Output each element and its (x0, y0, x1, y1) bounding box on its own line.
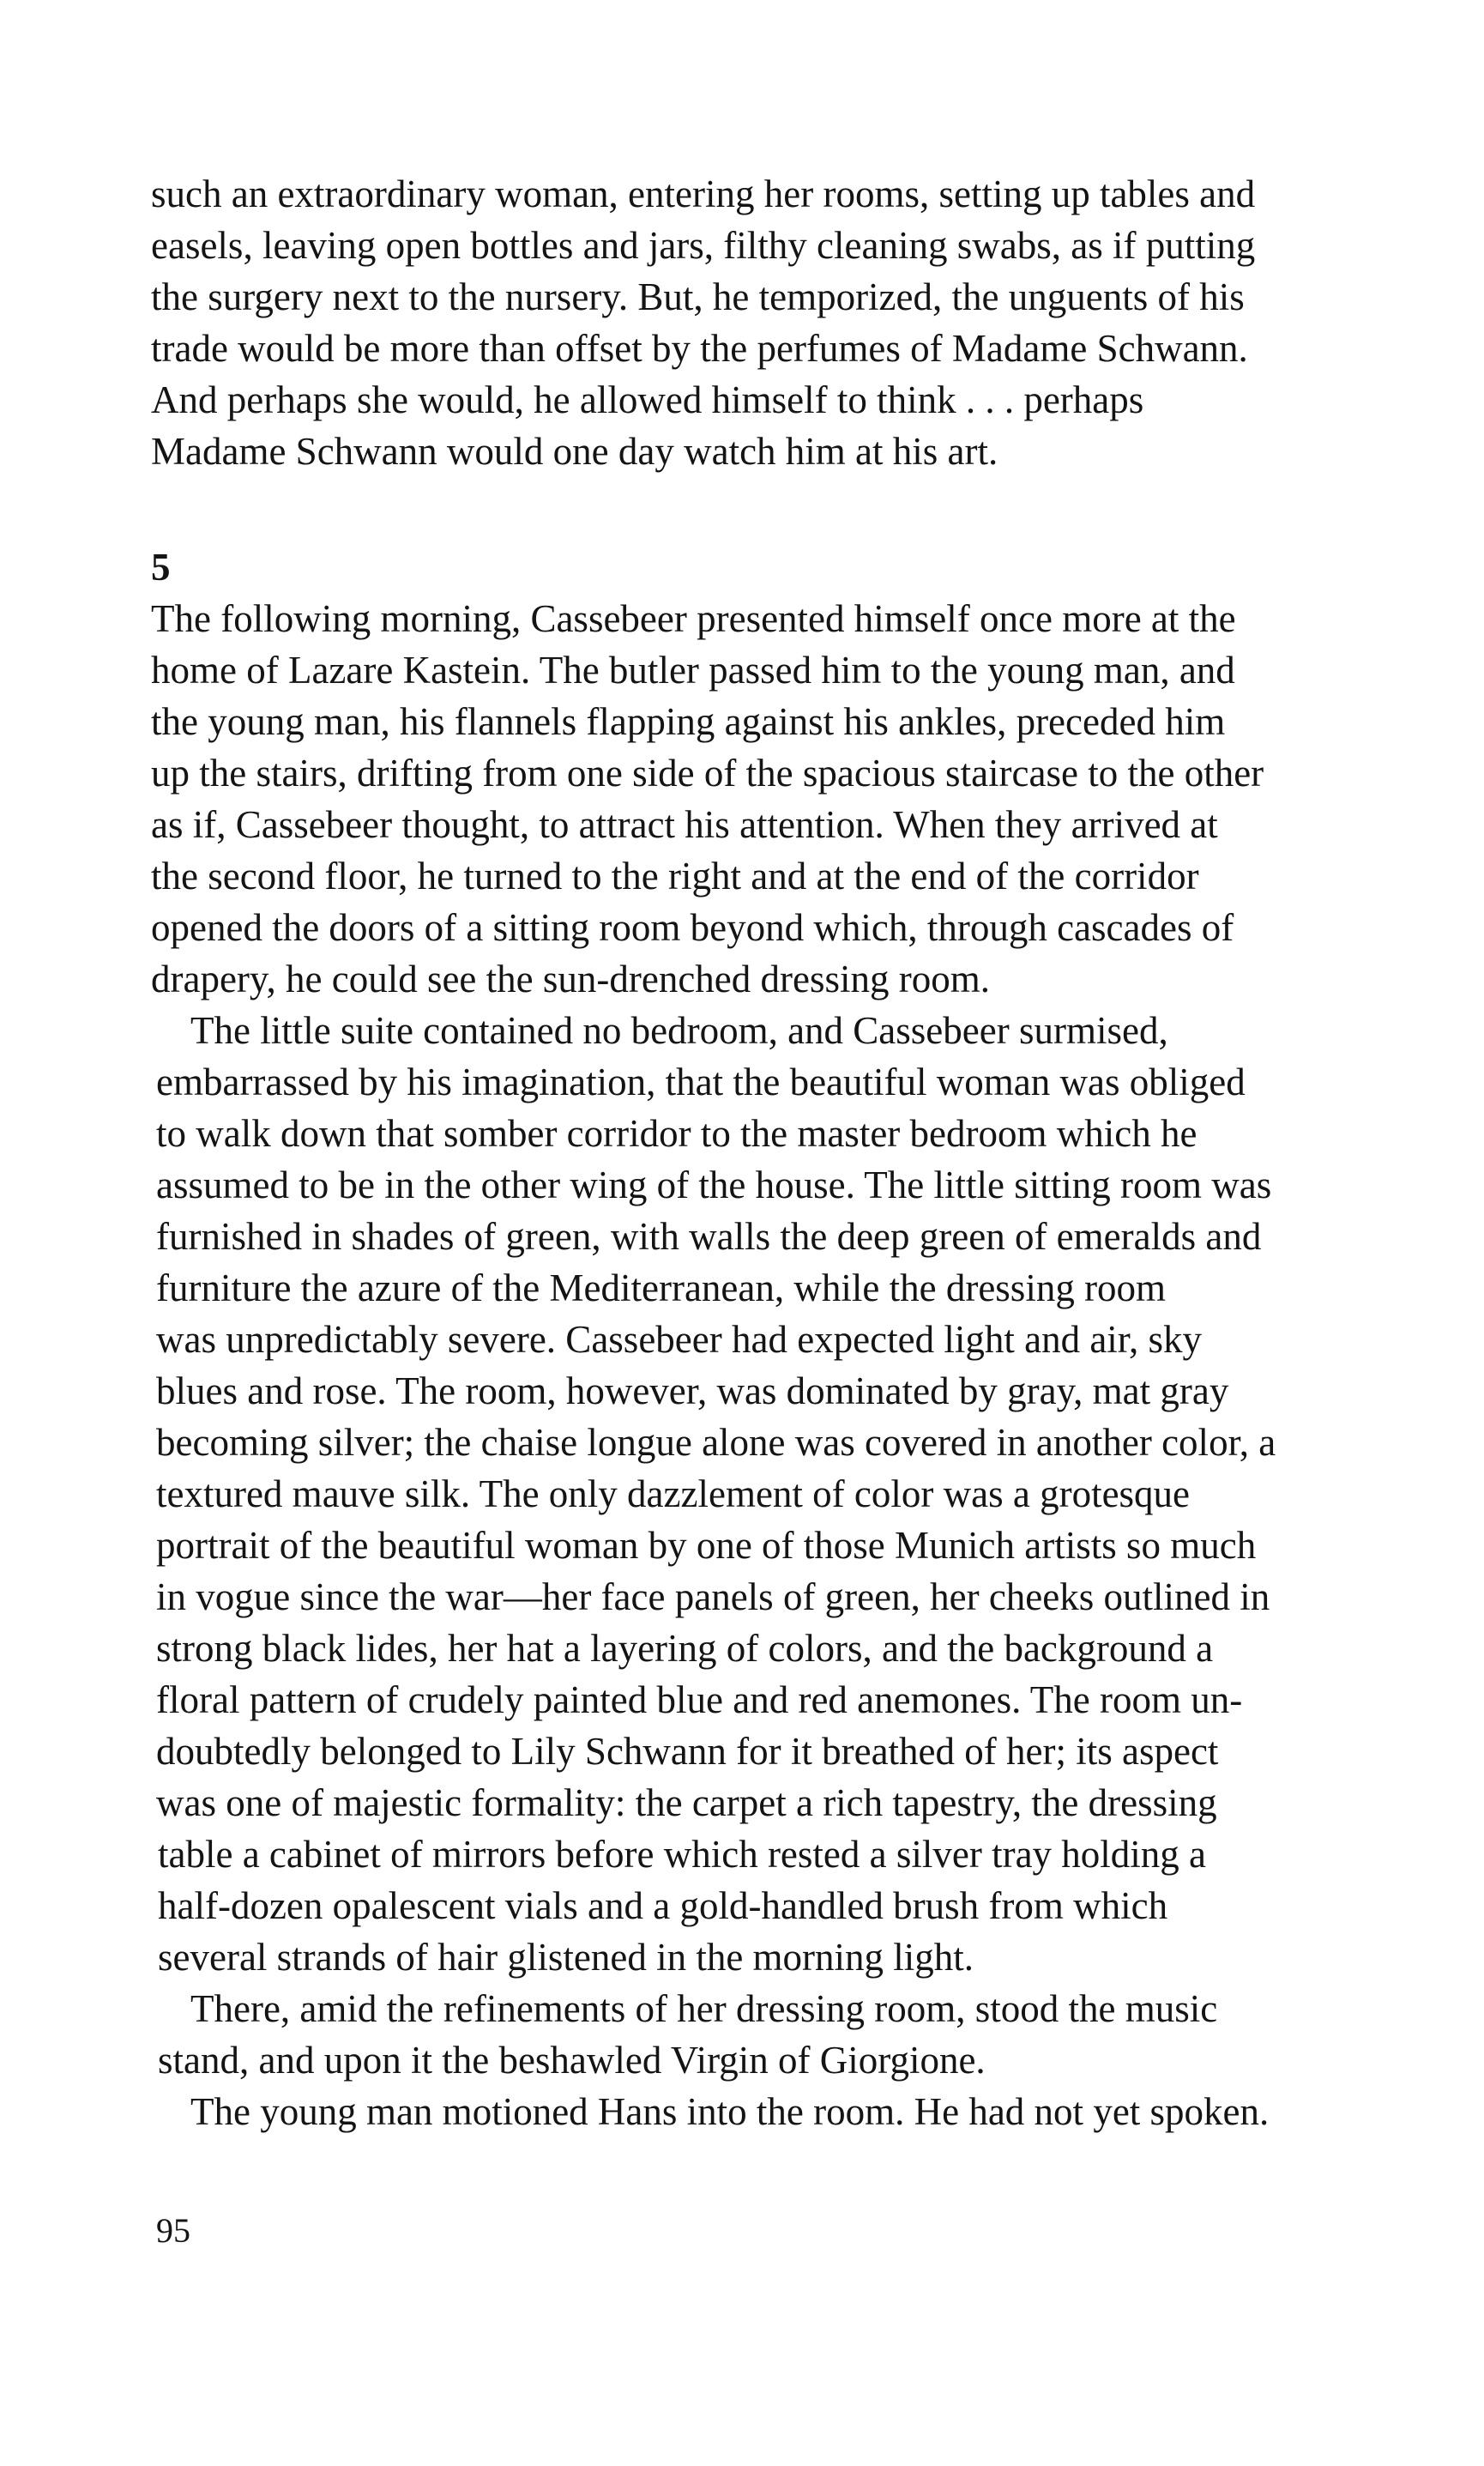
text-line: the young man, his flannels flapping against his ankles, preceded him (151, 700, 1226, 743)
text-line: furniture the azure of the Mediterranean, while the dressing room (156, 1266, 1167, 1309)
text-line: And perhaps she would, he allowed himself to think . . . perhaps (151, 378, 1144, 421)
text-line: furnished in shades of green, with walls the deep green of emeralds and (156, 1215, 1262, 1258)
text-line: embarrassed by his imagination, that the beautiful woman was obliged (156, 1061, 1246, 1103)
text-line: drapery, he could see the sun-drenched dressing room. (151, 958, 991, 1000)
text-line: stand, and upon it the beshawled Virgin of Giorgione. (158, 2039, 986, 2082)
text-line: portrait of the beautiful woman by one of those Munich artists so much (156, 1524, 1257, 1567)
text-line: Madame Schwann would one day watch him at his art. (151, 430, 998, 473)
text-line: up the stairs, drifting from one side of the spacious staircase to the other (151, 752, 1264, 795)
text-line: floral pattern of crudely painted blue and red anemones. The room un- (156, 1678, 1243, 1721)
text-line: the second floor, he turned to the right and at the end of the corridor (151, 855, 1199, 898)
text-line: half-dozen opalescent vials and a gold-handled brush from which (158, 1884, 1168, 1927)
section-number: 5 (151, 546, 171, 589)
text-line: The young man motioned Hans into the room. He had not yet spoken. (190, 2090, 1270, 2133)
text-line: blues and rose. The room, however, was dominated by gray, mat gray (156, 1369, 1229, 1412)
text-line: The following morning, Cassebeer presented himself once more at the (151, 597, 1236, 640)
text-line: such an extraordinary woman, entering her rooms, setting up tables and (151, 172, 1256, 215)
page-number: 95 (156, 2211, 190, 2250)
text-line: home of Lazare Kastein. The butler passed him to the young man, and (151, 649, 1235, 692)
text-line: assumed to be in the other wing of the house. The little sitting room was (156, 1163, 1272, 1206)
text-line: opened the doors of a sitting room beyond which, through cascades of (151, 906, 1234, 949)
text-line: trade would be more than offset by the perfumes of Madame Schwann. (151, 327, 1248, 370)
text-line: was unpredictably severe. Cassebeer had expected light and air, sky (156, 1318, 1202, 1361)
text-line: was one of majestic formality: the carpet a rich tapestry, the dressing (156, 1781, 1217, 1824)
text-line: strong black lides, her hat a layering of colors, and the background a (156, 1627, 1214, 1670)
text-line: as if, Cassebeer thought, to attract his attention. When they arrived at (151, 803, 1218, 846)
text-line: in vogue since the war—her face panels of green, her cheeks outlined in (156, 1575, 1270, 1618)
text-line: several strands of hair glistened in the morning light. (158, 1936, 974, 1979)
text-line: There, amid the refinements of her dressing room, stood the music (190, 1987, 1218, 2030)
text-line: to walk down that somber corridor to the master bedroom which he (156, 1112, 1197, 1155)
text-line: easels, leaving open bottles and jars, filthy cleaning swabs, as if putting (151, 224, 1256, 267)
text-line: becoming silver; the chaise longue alone was covered in another color, a (156, 1421, 1276, 1464)
text-line: table a cabinet of mirrors before which rested a silver tray holding a (158, 1833, 1207, 1876)
text-line: textured mauve silk. The only dazzlement of color was a grotesque (156, 1472, 1191, 1515)
text-line: doubtedly belonged to Lily Schwann for it breathed of her; its aspect (156, 1730, 1219, 1773)
text-line: the surgery next to the nursery. But, he temporized, the unguents of his (151, 275, 1245, 318)
text-line: The little suite contained no bedroom, and Cassebeer surmised, (190, 1009, 1168, 1052)
